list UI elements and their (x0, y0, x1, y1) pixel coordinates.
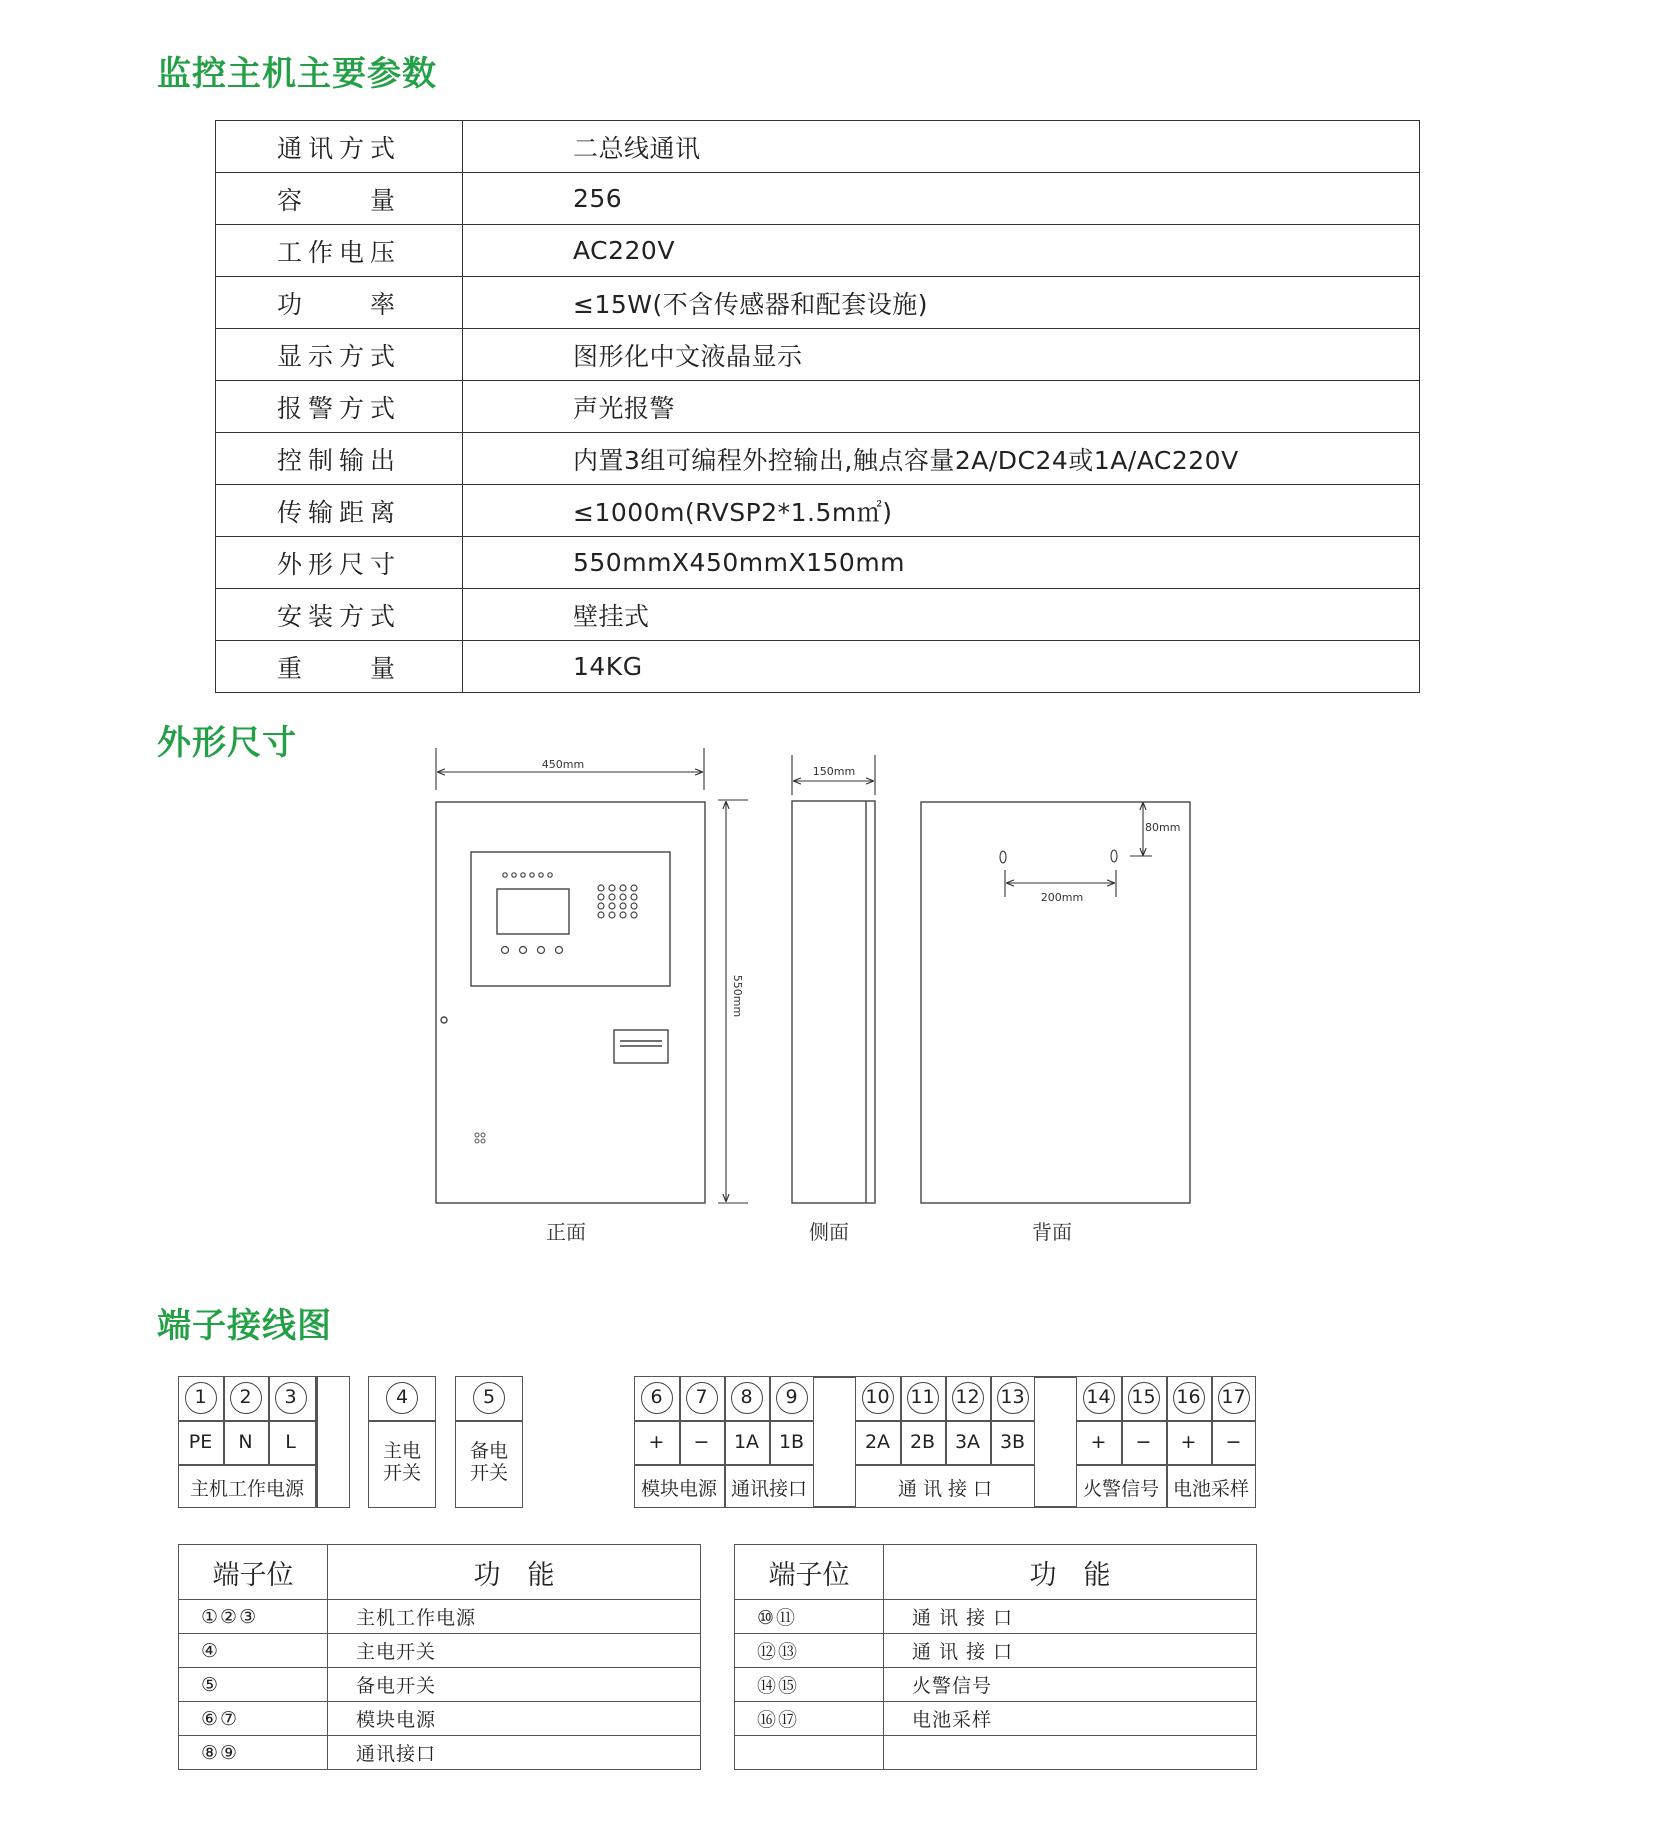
spec-key: 外形尺寸 (216, 537, 463, 589)
function-table-left (178, 1544, 701, 1770)
spec-key: 传输距离 (216, 485, 463, 537)
hole-spacing-label: 200mm (1040, 891, 1084, 904)
keypad-key (631, 885, 637, 891)
depth-dimension-label: 150mm (812, 765, 856, 778)
func-left-header-pos: 端子位 (179, 1545, 328, 1600)
width-dimension-label: 450mm (541, 758, 585, 771)
mounting-hole-right (1111, 850, 1117, 862)
mounting-hole-left (1000, 851, 1006, 863)
spec-key: 报警方式 (216, 381, 463, 433)
function-row (179, 1668, 701, 1702)
divider (368, 1420, 436, 1422)
terminal-label: 2B (909, 1431, 936, 1453)
spec-value: 二总线通讯 (463, 121, 1420, 173)
terminal-function: 主机工作电源 (189, 1478, 304, 1500)
terminal-number: 16 (1173, 1382, 1205, 1414)
function-row (735, 1668, 1257, 1702)
terminal-number: 15 (1128, 1382, 1160, 1414)
keypad-key (631, 912, 637, 918)
terminal-number: 8 (731, 1382, 763, 1414)
function-row (735, 1600, 1257, 1634)
terminal-label: 3B (999, 1431, 1026, 1453)
keypad-key (609, 912, 615, 918)
keypad-key (598, 903, 604, 909)
spec-value: 550mmX450mmX150mm (463, 537, 1420, 589)
function-row (179, 1634, 701, 1668)
keypad-key (631, 903, 637, 909)
terminal-position: ⑥⑦ (179, 1702, 328, 1736)
terminal-function-desc: 通 讯 接 口 (884, 1600, 1257, 1634)
terminal-label: 1A (733, 1431, 760, 1453)
terminal-position: ①②③ (179, 1600, 328, 1634)
function-row (179, 1736, 701, 1770)
door-lock (441, 1017, 447, 1023)
keypad-key (598, 894, 604, 900)
function-button (520, 947, 527, 954)
control-panel-outline (471, 852, 670, 986)
terminal-position: ⑯⑰ (735, 1702, 884, 1736)
terminal-function: 电池采样 (1172, 1478, 1249, 1500)
spec-key: 显示方式 (216, 329, 463, 381)
spec-value: ≤1000m(RVSP2*1.5m㎡) (463, 485, 1420, 537)
height-dimension-label: 550mm (731, 974, 744, 1018)
spec-key: 功 率 (216, 277, 463, 329)
spec-key: 容 量 (216, 173, 463, 225)
terminal-number: 11 (907, 1382, 939, 1414)
side-panel-outline (792, 801, 875, 1203)
terminal-function-desc: 电池采样 (884, 1702, 1257, 1736)
side-view-caption: 侧面 (809, 1220, 849, 1244)
lcd-screen (497, 889, 569, 934)
func-right-header-fn: 功 能 (884, 1545, 1257, 1600)
terminal-position: ⑩⑪ (735, 1600, 884, 1634)
terminal-label: L (285, 1431, 296, 1453)
function-table-right (734, 1544, 1257, 1770)
terminal-number: 4 (386, 1382, 418, 1414)
terminal-label: − (693, 1431, 710, 1453)
function-button (502, 947, 509, 954)
terminal-function: 通 讯 接 口 (897, 1478, 993, 1500)
terminal-label: 2A (864, 1431, 891, 1453)
terminal-function-desc: 模块电源 (328, 1702, 701, 1736)
spec-key: 重 量 (216, 641, 463, 693)
divider (814, 1376, 855, 1378)
spec-value: 壁挂式 (463, 589, 1420, 641)
func-right-header-pos: 端子位 (735, 1545, 884, 1600)
indicator-led (512, 873, 516, 877)
terminal-number: 6 (641, 1382, 673, 1414)
front-view-caption: 正面 (546, 1220, 586, 1244)
divider (455, 1420, 523, 1422)
terminal-number: 13 (997, 1382, 1029, 1414)
function-button (538, 947, 545, 954)
terminal-number: 5 (473, 1382, 505, 1414)
terminal-position: ⑭⑮ (735, 1668, 884, 1702)
terminal-number: 17 (1218, 1382, 1250, 1414)
spec-key: 控制输出 (216, 433, 463, 485)
terminal-label: − (1225, 1431, 1242, 1453)
divider (1035, 1506, 1076, 1508)
keypad-key (609, 885, 615, 891)
terminal-position: ⑧⑨ (179, 1736, 328, 1770)
hole-offset-label: 80mm (1145, 821, 1181, 834)
spec-value: 声光报警 (463, 381, 1420, 433)
spec-key: 安装方式 (216, 589, 463, 641)
terminal-label: 3A (954, 1431, 981, 1453)
function-row (735, 1702, 1257, 1736)
function-row (179, 1600, 701, 1634)
spec-value: 256 (463, 173, 1420, 225)
terminal-number: 14 (1083, 1382, 1115, 1414)
terminal-position (735, 1736, 884, 1770)
terminal-function: 火警信号 (1082, 1478, 1159, 1500)
back-panel-outline (921, 802, 1190, 1203)
terminal-function: 模块电源 (640, 1478, 717, 1500)
terminal-function-desc: 备电开关 (328, 1668, 701, 1702)
terminal-function: 主电开关 (382, 1440, 421, 1484)
terminal-number: 2 (230, 1382, 262, 1414)
keypad-key (620, 894, 626, 900)
keypad-key (620, 912, 626, 918)
spec-value: ≤15W(不含传感器和配套设施) (463, 277, 1420, 329)
keypad-key (609, 894, 615, 900)
terminal-number: 12 (952, 1382, 984, 1414)
keypad-key (631, 894, 637, 900)
spec-key: 通讯方式 (216, 121, 463, 173)
terminal-label: − (1135, 1431, 1152, 1453)
terminal-position: ④ (179, 1634, 328, 1668)
spec-value: 图形化中文液晶显示 (463, 329, 1420, 381)
terminal-label: + (1090, 1431, 1107, 1453)
terminal-number: 9 (776, 1382, 808, 1414)
function-row (179, 1702, 701, 1736)
indicator-led (548, 873, 552, 877)
indicator-led (539, 873, 543, 877)
wiring-section-title: 端子接线图 (157, 1306, 332, 1346)
function-row (735, 1634, 1257, 1668)
spec-value: AC220V (463, 225, 1420, 277)
keypad-key (609, 903, 615, 909)
spec-key: 工作电压 (216, 225, 463, 277)
terminal-function-desc: 火警信号 (884, 1668, 1257, 1702)
indicator-led (503, 873, 507, 877)
spec-value: 内置3组可编程外控输出,触点容量2A/DC24或1A/AC220V (463, 433, 1420, 485)
terminal-number: 10 (862, 1382, 894, 1414)
terminal-position: ⑤ (179, 1668, 328, 1702)
indicator-led (530, 873, 534, 877)
divider (814, 1506, 855, 1508)
terminal-label: N (238, 1431, 253, 1453)
terminal-function: 通讯接口 (730, 1478, 807, 1500)
params-section-title: 监控主机主要参数 (157, 54, 437, 94)
terminal-function-desc: 主机工作电源 (328, 1600, 701, 1634)
func-left-header-fn: 功 能 (328, 1545, 701, 1600)
keypad-key (620, 903, 626, 909)
divider (855, 1464, 1035, 1466)
terminal-function: 备电开关 (469, 1440, 508, 1484)
terminal-position: ⑫⑬ (735, 1634, 884, 1668)
terminal-label: + (1180, 1431, 1197, 1453)
terminal-label: PE (188, 1431, 213, 1453)
keypad-key (620, 885, 626, 891)
speaker-icon (475, 1133, 485, 1143)
terminal-label: 1B (778, 1431, 805, 1453)
indicator-led (521, 873, 525, 877)
spec-value: 14KG (463, 641, 1420, 693)
terminal-group-power-tail (178, 1376, 350, 1508)
dims-section-title: 外形尺寸 (157, 723, 297, 763)
terminal-function-desc: 通 讯 接 口 (884, 1634, 1257, 1668)
terminal-function-desc (884, 1736, 1257, 1770)
terminal-number: 3 (275, 1382, 307, 1414)
terminal-number: 1 (185, 1382, 217, 1414)
terminal-function-desc: 通讯接口 (328, 1736, 701, 1770)
terminal-label: + (648, 1431, 665, 1453)
back-view-caption: 背面 (1032, 1220, 1072, 1244)
terminal-function-desc: 主电开关 (328, 1634, 701, 1668)
keypad-key (598, 885, 604, 891)
terminal-number: 7 (686, 1382, 718, 1414)
function-row (735, 1736, 1257, 1770)
keypad-key (598, 912, 604, 918)
divider (1035, 1376, 1076, 1378)
function-button (556, 947, 563, 954)
